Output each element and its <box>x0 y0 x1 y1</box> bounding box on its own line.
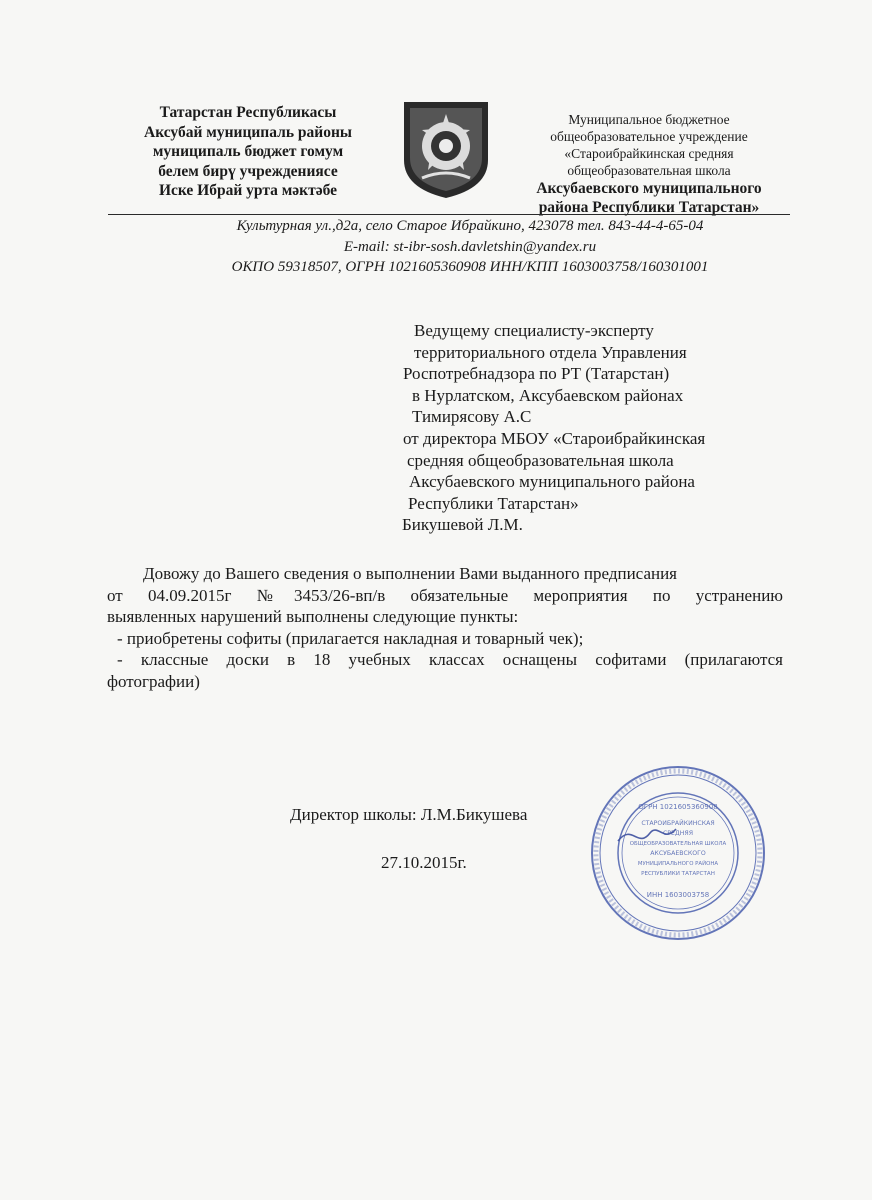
header-russian-name <box>508 111 790 217</box>
stamp-line: МУНИЦИПАЛЬНОГО РАЙОНА <box>637 861 719 867</box>
header-tatar-name <box>118 103 378 201</box>
contacts-address: Культурная ул.,д2а, село Старое Ибрайкино, 423078 тел. 843-44-4-65-04 <box>236 218 704 234</box>
contacts-block <box>150 216 790 278</box>
contacts-email: E-mail: st-ibr-sosh.davletshin@yandex.ru <box>343 238 597 255</box>
school-stamp-icon <box>588 763 768 943</box>
letter-body <box>107 563 783 692</box>
header-right-line: Муниципальное бюджетное <box>568 112 730 127</box>
body-line: фотографии) <box>107 671 200 691</box>
header-right-bold-line: района Республики Татарстан» <box>538 199 760 216</box>
addressee-block <box>402 320 802 536</box>
stamp-line: СТАРОИБРАЙКИНСКАЯ <box>641 820 715 827</box>
header-right-line: общеобразовательная школа <box>567 163 731 178</box>
addressee-line: Тимирясову А.С <box>412 407 532 427</box>
header-right-bold-line: Аксубаевского муниципального <box>536 180 762 197</box>
body-line: Довожу до Вашего сведения о выполнении Вами выданного предписания <box>143 564 677 583</box>
body-list-item: - классные доски в 18 учебных классах оснащены софитами (прилагаются <box>117 650 783 669</box>
stamp-line: ОБЩЕОБРАЗОВАТЕЛЬНАЯ ШКОЛА <box>629 841 727 847</box>
contacts-codes: ОКПО 59318507, ОГРН 1021605360908 ИНН/КПП 1603003758/160301001 <box>231 259 709 275</box>
header-left-line: Аксубай муниципаль районы <box>144 123 352 141</box>
addressee-line: территориального отдела Управления <box>414 342 687 362</box>
stamp-inn: ИНН 1603003758 <box>646 891 710 899</box>
addressee-line: Роспотребнадзора по РТ (Татарстан) <box>403 364 670 384</box>
header-right-line: общеобразовательное учреждение <box>550 129 748 144</box>
stamp-ogrn: ОГРН 1021605360908 <box>638 803 718 811</box>
stamp-line: СРЕДНЯЯ <box>662 830 694 837</box>
body-list-item: - приобретены софиты (прилагается накладная и товарный чек); <box>117 628 584 648</box>
header-left-line: муниципаль бюджет гомум <box>152 143 344 160</box>
addressee-line: средняя общеобразовательная школа <box>407 450 674 470</box>
coat-of-arms-icon <box>400 100 492 200</box>
addressee-line: в Нурлатском, Аксубаевском районах <box>412 385 684 405</box>
addressee-line: Бикушевой Л.М. <box>402 515 523 535</box>
signature-line: Директор школы: Л.М.Бикушева <box>290 805 528 824</box>
addressee-line: от директора МБОУ «Староибрайкинская <box>403 428 706 448</box>
letter-date: 27.10.2015г. <box>381 853 467 872</box>
header-divider <box>108 214 790 215</box>
body-line: от 04.09.2015г №3453/26-вп/в обязательные мероприятия по устранению <box>107 585 783 605</box>
stamp-line: АКСУБАЕВСКОГО <box>650 850 706 857</box>
body-line: выявленных нарушений выполнены следующие пункты: <box>107 607 519 626</box>
stamp-line: РЕСПУБЛИКИ ТАТАРСТАН <box>641 871 715 877</box>
header-right-line: «Староибрайкинская средняя <box>564 146 734 161</box>
addressee-line: Республики Татарстан» <box>408 493 579 513</box>
addressee-line: Аксубаевского муниципального района <box>409 472 695 492</box>
header-left-line: Иске Ибрай урта мәктәбе <box>158 182 338 199</box>
header-left-line: белем бирү учреждениясе <box>158 162 338 180</box>
addressee-line: Ведущему специалисту-эксперту <box>414 321 654 340</box>
header-left-line: Татарстан Республикасы <box>159 104 337 121</box>
